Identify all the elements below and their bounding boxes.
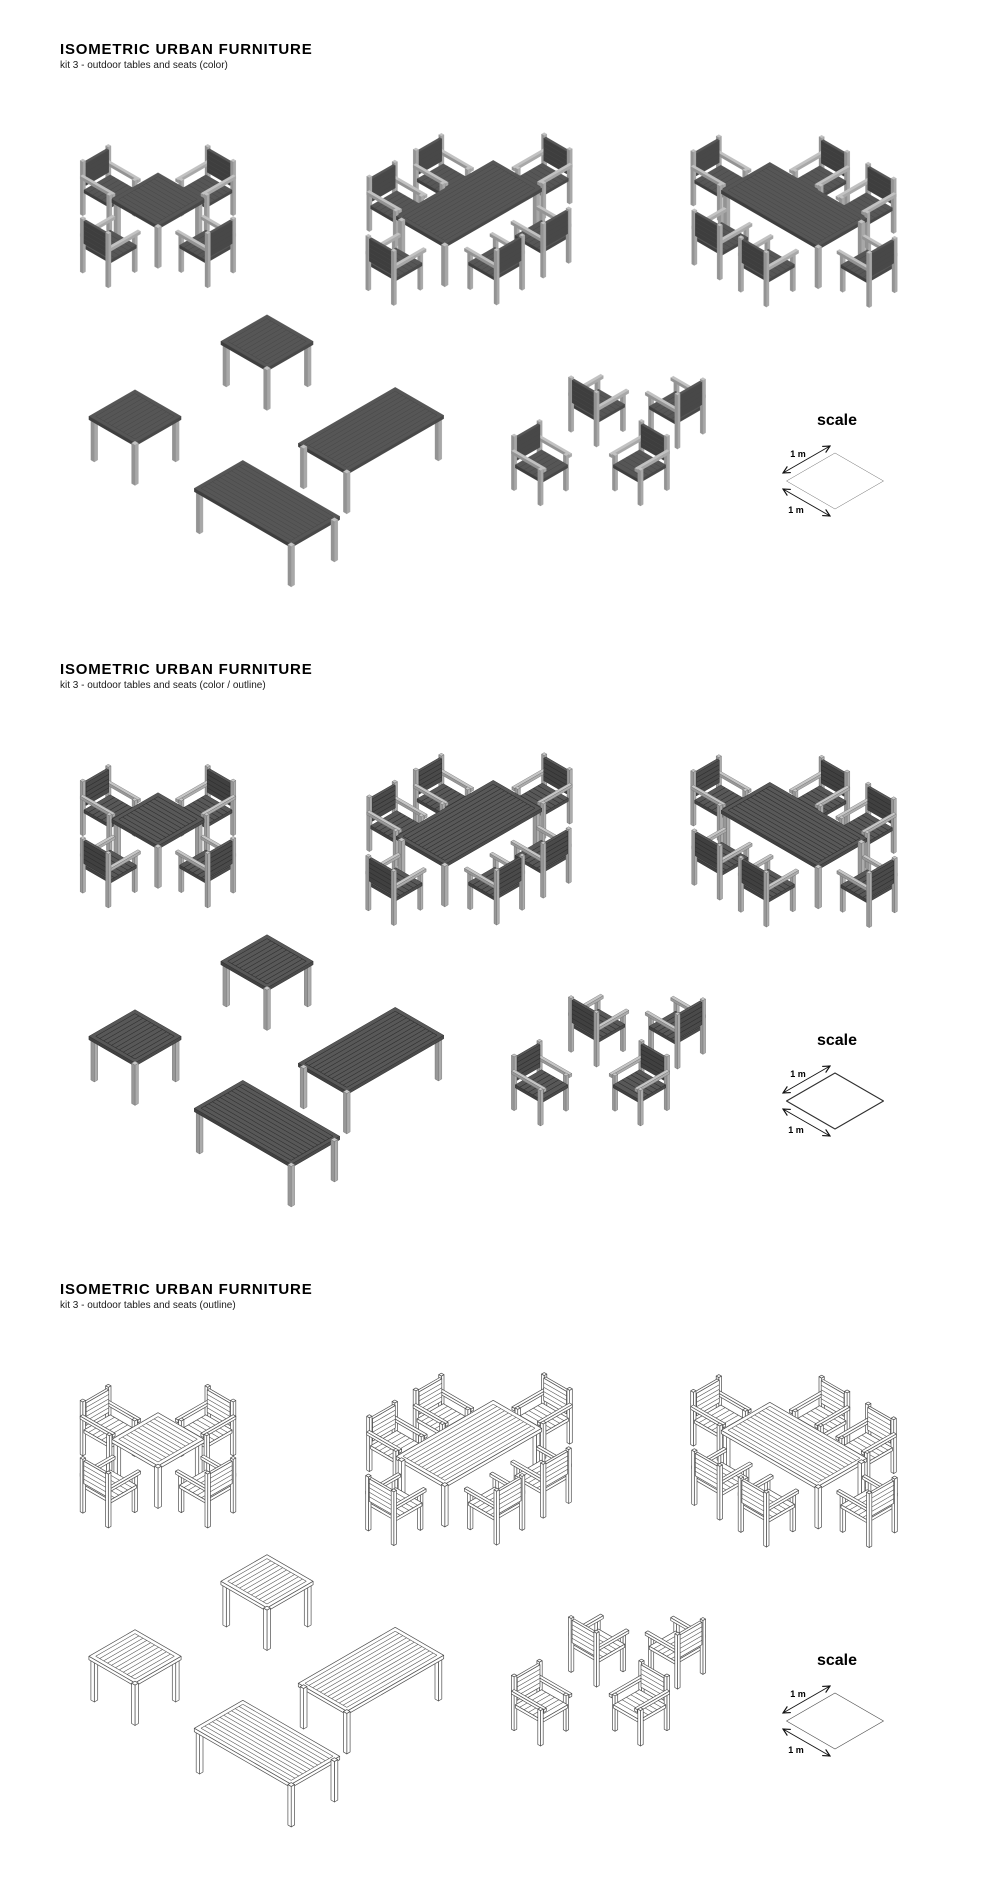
scale-dim-bottom: 1 m: [788, 505, 804, 515]
rect-table-b: [298, 1007, 443, 1134]
armchair-back-left: [568, 1614, 628, 1687]
square-table-a: [221, 1555, 313, 1651]
armchair-front-left: [511, 1039, 571, 1126]
furniture-drawing-color-outline: [0, 650, 1005, 1260]
dining-set-6-chairs-left: [366, 133, 573, 306]
scale-widget: [783, 1032, 884, 1136]
section-title: ISOMETRIC URBAN FURNITURE: [60, 661, 313, 678]
scale-dim-top: 1 m: [790, 1689, 806, 1699]
dining-set-6-chairs-left: [366, 1373, 573, 1546]
armchair-front-right: [609, 419, 669, 506]
square-table-b: [89, 1630, 181, 1726]
section-subtitle: kit 3 - outdoor tables and seats (color): [60, 59, 228, 71]
scale-dim-top: 1 m: [790, 449, 806, 459]
section-title: ISOMETRIC URBAN FURNITURE: [60, 1281, 313, 1298]
furniture-art: [80, 753, 897, 1207]
furniture-drawing-outline: [0, 1270, 1005, 1880]
rect-table-b: [298, 1627, 443, 1754]
rect-table-a: [194, 460, 339, 587]
rect-table-b: [298, 387, 443, 514]
section-title: ISOMETRIC URBAN FURNITURE: [60, 41, 313, 58]
square-table-b: [89, 1010, 181, 1106]
scale-widget: [783, 1652, 884, 1756]
scale-diamond: [787, 1693, 884, 1749]
scale-dim-bottom: 1 m: [788, 1125, 804, 1135]
section-header: [60, 662, 313, 691]
scale-dim-top: 1 m: [790, 1069, 806, 1079]
armchair-front-right: [609, 1659, 669, 1746]
dining-set-4-chairs: [80, 1384, 236, 1528]
dining-set-6-chairs-right: [691, 135, 898, 308]
dining-set-4-chairs: [80, 144, 236, 288]
furniture-drawing-color: [0, 30, 1005, 640]
dining-set-6-chairs-right: [691, 1375, 898, 1548]
section-subtitle: kit 3 - outdoor tables and seats (outline): [60, 1299, 236, 1311]
scale-diamond: [787, 1073, 884, 1129]
armchair-front-left: [511, 1659, 571, 1746]
section-subtitle: kit 3 - outdoor tables and seats (color / outline): [60, 679, 266, 691]
scale-dim-bottom: 1 m: [788, 1745, 804, 1755]
square-table-a: [221, 315, 313, 411]
section-header: [60, 1282, 313, 1311]
scale-label: scale: [816, 412, 858, 429]
furniture-art: [80, 133, 897, 587]
scale-diamond: [787, 453, 884, 509]
section-color-outline: [0, 650, 1005, 1260]
square-table-a: [221, 935, 313, 1031]
section-outline: [0, 1270, 1005, 1880]
rect-table-a: [194, 1700, 339, 1827]
section-color: [0, 30, 1005, 640]
section-header: [60, 42, 313, 71]
square-table-b: [89, 390, 181, 486]
scale-label: scale: [816, 1032, 858, 1049]
dining-set-6-chairs-left: [366, 753, 573, 926]
dining-set-6-chairs-right: [691, 755, 898, 928]
rect-table-a: [194, 1080, 339, 1207]
furniture-art: [80, 1373, 897, 1827]
armchair-front-left: [511, 419, 571, 506]
scale-widget: [783, 412, 884, 516]
armchair-front-right: [609, 1039, 669, 1126]
armchair-back-left: [568, 994, 628, 1067]
dining-set-4-chairs: [80, 764, 236, 908]
scale-label: scale: [816, 1652, 858, 1669]
armchair-back-left: [568, 374, 628, 447]
